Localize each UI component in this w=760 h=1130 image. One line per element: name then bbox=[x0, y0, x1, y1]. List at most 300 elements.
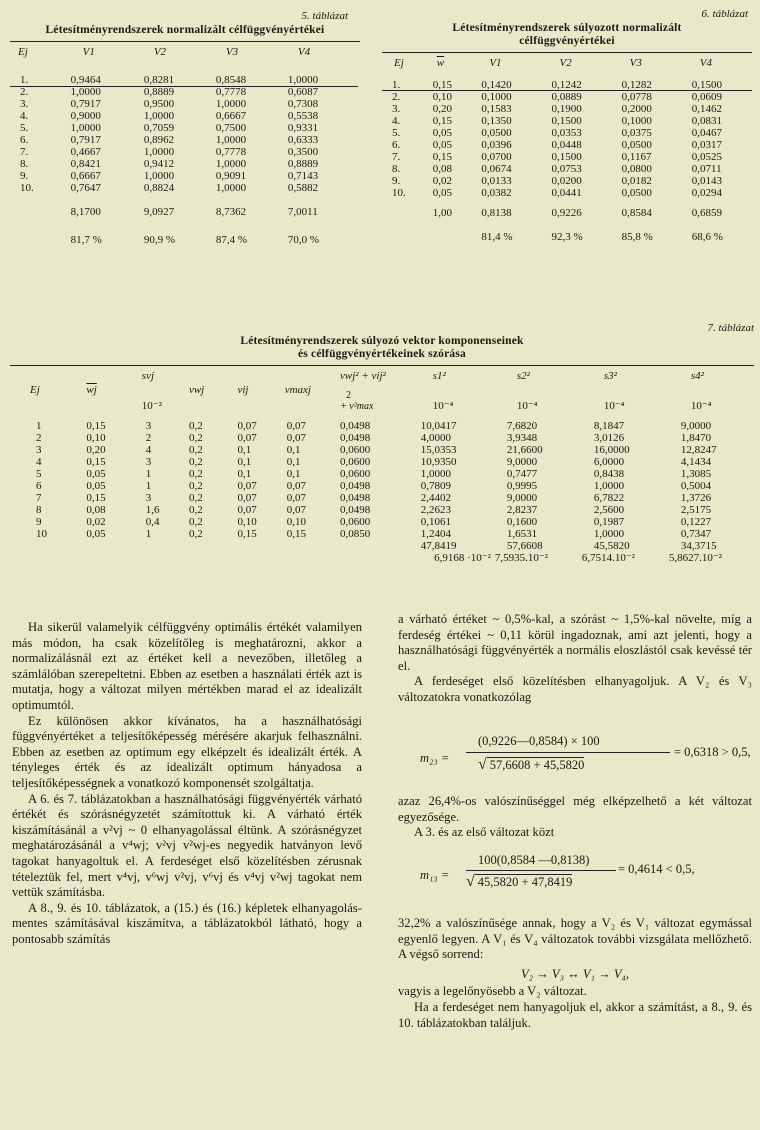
table-cell: 9. bbox=[392, 175, 401, 187]
table-cell: 1,0000 bbox=[70, 86, 101, 98]
table-cell: 2,4402 bbox=[420, 492, 451, 504]
table-cell: 0,9412 bbox=[143, 158, 175, 170]
table-cell: 0,1282 bbox=[621, 79, 652, 91]
table5-header-row bbox=[10, 46, 350, 58]
table-cell: 0,15 bbox=[286, 528, 306, 540]
table-cell: 0,0500 bbox=[621, 139, 652, 151]
table-cell: 0,6667 bbox=[70, 170, 101, 182]
table-cell: 10,0417 bbox=[420, 420, 457, 432]
table-cell: 0,10 bbox=[286, 516, 306, 528]
table-row bbox=[10, 456, 754, 468]
table-cell: 15,0353 bbox=[420, 444, 457, 456]
table-cell: 4. bbox=[392, 115, 401, 127]
table-cell: 6,0000 bbox=[593, 456, 625, 468]
table6-number: 6. táblázat bbox=[701, 8, 748, 20]
table-cell: 0,15 bbox=[432, 115, 452, 127]
table-row bbox=[382, 187, 752, 199]
table-cell: 0,15 bbox=[86, 456, 106, 468]
table-cell: 0,6859 bbox=[691, 207, 723, 219]
table-cell: 4 bbox=[145, 444, 152, 456]
table-cell: 7,0011 bbox=[287, 206, 318, 218]
table-cell: 3. bbox=[392, 103, 401, 115]
table6-header-row bbox=[382, 57, 752, 69]
table-cell: 0,1500 bbox=[551, 151, 582, 163]
formula-m23-den-text: 57,6608 + 45,5820 bbox=[487, 757, 585, 772]
paragraph: vagyis a legelőnyösebb a V₂ változat. bbox=[398, 984, 587, 999]
table-row bbox=[10, 122, 350, 134]
table-cell: 1 bbox=[145, 480, 152, 492]
table-row bbox=[10, 468, 754, 480]
table-cell bbox=[70, 540, 133, 552]
table-cell: 10,9350 bbox=[420, 456, 457, 468]
s4-unit: 10⁻⁴ bbox=[690, 400, 712, 412]
table-cell: 0,7778 bbox=[215, 146, 247, 158]
table-cell: 0,2 bbox=[188, 492, 203, 504]
table-cell: 0,0353 bbox=[551, 127, 582, 139]
table-row bbox=[10, 110, 350, 122]
table-cell: 0,08 bbox=[432, 163, 452, 175]
table-cell: 0,8421 bbox=[70, 158, 101, 170]
table-cell: 0,0143 bbox=[691, 175, 723, 187]
table-row bbox=[382, 139, 752, 151]
table-cell: 0,1500 bbox=[691, 79, 723, 91]
table-cell: 1,0000 bbox=[593, 528, 625, 540]
table-cell: 0,07 bbox=[237, 504, 257, 516]
table-cell: 0,1987 bbox=[593, 516, 625, 528]
col-sum-sq: vwj² + vij² bbox=[340, 370, 386, 382]
formula-m13-lhs: m₁₃ = bbox=[420, 868, 450, 882]
table-cell: 0,05 bbox=[86, 528, 106, 540]
percent-row bbox=[382, 231, 752, 243]
table-cell: 0,1 bbox=[286, 456, 301, 468]
table-cell: 10 bbox=[36, 528, 47, 540]
table-cell: 9,0927 bbox=[143, 206, 175, 218]
table-cell bbox=[336, 540, 409, 552]
table-cell: 5 bbox=[36, 468, 42, 480]
table-cell: 0,05 bbox=[432, 187, 452, 199]
table-cell: 0,1 bbox=[286, 444, 301, 456]
table-cell: 0,07 bbox=[286, 504, 306, 516]
table-cell: 12,8247 bbox=[680, 444, 717, 456]
col-v1: V1 bbox=[489, 57, 502, 69]
s1-unit: 10⁻⁴ bbox=[432, 400, 454, 412]
table-cell: 0,0182 bbox=[621, 175, 652, 187]
table-cell: 9,0000 bbox=[680, 420, 712, 432]
table-cell: 8,7362 bbox=[215, 206, 247, 218]
table-cell: 0,7917 bbox=[70, 134, 101, 146]
table-cell: 2,8237 bbox=[506, 504, 538, 516]
table-cell: 0,0294 bbox=[691, 187, 723, 199]
table-cell: 9. bbox=[20, 170, 29, 182]
table-cell: 0,1 bbox=[237, 456, 252, 468]
table-cell: 2 bbox=[145, 432, 152, 444]
sum-sq-bottom bbox=[336, 384, 409, 412]
table6-title: Létesítményrendszerek súlyozott normalizált célfüggvényértékei bbox=[452, 22, 682, 47]
paragraph: Ha a ferdeséget nem hanyagoljuk el, akkor a számítást, a 8., 9. és 10. táblázatokban találjuk. bbox=[398, 999, 752, 1030]
table-cell: 0,0778 bbox=[621, 91, 652, 103]
table-cell: 0,0500 bbox=[481, 127, 512, 139]
col-v2: V2 bbox=[153, 46, 167, 58]
table-cell: 68,6 % bbox=[691, 231, 723, 243]
table5-number: 5. táblázat bbox=[301, 10, 348, 22]
table-cell: 0,05 bbox=[432, 127, 452, 139]
formula-m23-lhs: m₂₃ = bbox=[420, 751, 450, 765]
table-cell: 1,6531 bbox=[506, 528, 538, 540]
table-cell: 1,0000 bbox=[215, 134, 247, 146]
col-s4sq: s4² bbox=[690, 370, 704, 382]
table-row bbox=[10, 444, 754, 456]
table-row bbox=[10, 182, 350, 194]
table-cell: 70,0 % bbox=[287, 234, 320, 246]
table-cell: 0,07 bbox=[237, 480, 257, 492]
table-cell: 9,0000 bbox=[506, 492, 538, 504]
table-cell: 0,7778 bbox=[215, 86, 247, 98]
col-ej: Ej bbox=[18, 46, 28, 58]
sum-sq-mid: 2 bbox=[346, 390, 352, 401]
table-cell: 0,0500 bbox=[621, 187, 652, 199]
table-cell: 1,0000 bbox=[143, 110, 175, 122]
table-cell: 0,1 bbox=[286, 468, 301, 480]
table-cell: 0,0889 bbox=[551, 91, 582, 103]
formula-m23-numerator: (0,9226—0,8584) × 100 bbox=[478, 734, 600, 748]
table-cell: 6 bbox=[36, 480, 42, 492]
table-cell: 0,0498 bbox=[340, 480, 371, 492]
table-cell: 1. bbox=[392, 79, 401, 91]
table7 bbox=[10, 322, 754, 564]
table-cell: 0,10 bbox=[432, 91, 452, 103]
table-cell: 0,2000 bbox=[621, 103, 652, 115]
table-cell: 0,2 bbox=[188, 504, 203, 516]
table-cell: 0,8438 bbox=[593, 468, 625, 480]
table-cell bbox=[10, 206, 59, 218]
table-cell: 0,0525 bbox=[691, 151, 723, 163]
table-cell: 0,1462 bbox=[691, 103, 723, 115]
col-ej: Ej bbox=[30, 384, 40, 396]
table-cell: 0,0850 bbox=[340, 528, 371, 540]
table-cell: 0,4667 bbox=[70, 146, 101, 158]
table-cell: 0,0498 bbox=[340, 420, 371, 432]
table-row bbox=[382, 103, 752, 115]
table-cell: 0,4 bbox=[145, 516, 160, 528]
table-cell: 1,8470 bbox=[680, 432, 712, 444]
table-cell: 7,6820 bbox=[506, 420, 538, 432]
final-order: V₂ → V₃ ↔ V₁ → V₄, bbox=[520, 966, 630, 981]
table-cell: 0,0448 bbox=[551, 139, 582, 151]
table-cell: 3,9348 bbox=[506, 432, 538, 444]
table-cell: 0,08 bbox=[86, 504, 106, 516]
table-row bbox=[10, 98, 350, 110]
table-cell: 0,7143 bbox=[287, 170, 319, 182]
table-cell: 0,07 bbox=[286, 432, 306, 444]
table-cell: 0,6667 bbox=[215, 110, 247, 122]
totals-row bbox=[10, 552, 754, 564]
formula-m23-denominator: √ 57,6608 + 45,5820 bbox=[478, 756, 585, 773]
table-cell: 1,0000 bbox=[215, 158, 247, 170]
table-cell: 0,7308 bbox=[287, 98, 319, 110]
table-cell: 1,00 bbox=[432, 207, 452, 219]
table-cell: 7 bbox=[36, 492, 42, 504]
formula-m23-rhs: = 0,6318 > 0,5, bbox=[674, 745, 751, 759]
text-column-right-3 bbox=[398, 916, 752, 1031]
table-cell: 0,07 bbox=[237, 492, 257, 504]
table7-title-line2: és célfüggvényértékeinek szórása bbox=[297, 348, 466, 360]
table-cell: 0,10 bbox=[86, 432, 106, 444]
table-cell: 0,2 bbox=[188, 528, 203, 540]
col-s2sq: s2² bbox=[516, 370, 530, 382]
table-row bbox=[10, 74, 350, 86]
table-cell: 0,05 bbox=[86, 480, 106, 492]
table7-number: 7. táblázat bbox=[707, 322, 754, 334]
table-cell: 0,0600 bbox=[340, 516, 371, 528]
formula-m13-den-text: 45,5820 + 47,8419 bbox=[475, 874, 573, 889]
table6-grid bbox=[382, 57, 752, 243]
table-cell: 0,9500 bbox=[143, 98, 175, 110]
table-cell: 5. bbox=[20, 122, 29, 134]
table-cell: 0,8584 bbox=[621, 207, 652, 219]
table-cell: 0,1000 bbox=[621, 115, 652, 127]
col-v4: V4 bbox=[699, 57, 713, 69]
table-cell: 0,1000 bbox=[481, 91, 512, 103]
table-cell: 0,9464 bbox=[70, 74, 101, 86]
col-wj: $\overline{wj}$ bbox=[86, 384, 97, 396]
table-cell: 57,6608 bbox=[506, 540, 543, 552]
table-cell: 0,07 bbox=[286, 420, 306, 432]
table-cell: 1,0000 bbox=[143, 146, 175, 158]
s2-unit: 10⁻⁴ bbox=[516, 400, 538, 412]
table-cell: 7. bbox=[20, 146, 29, 158]
table-row bbox=[10, 170, 350, 182]
table-cell: 0,3500 bbox=[287, 146, 319, 158]
table-cell: 9 bbox=[36, 516, 42, 528]
table-cell: 1,3085 bbox=[680, 468, 712, 480]
table-cell: 6,9168 ·10⁻² bbox=[434, 552, 491, 564]
sum-row bbox=[10, 540, 754, 552]
table-cell: 0,20 bbox=[86, 444, 106, 456]
table-cell: 0,10 bbox=[237, 516, 257, 528]
table-cell: 1,0000 bbox=[593, 480, 625, 492]
table-cell: 47,8419 bbox=[420, 540, 457, 552]
table-row bbox=[10, 516, 754, 528]
table-cell: 90,9 % bbox=[143, 234, 175, 246]
table-cell: 92,3 % bbox=[551, 231, 583, 243]
paragraph: Ez különösen akkor kívánatos, ha a használhatósági függvényértéket a teljesítőképesség mérésére akarjuk felhasználni. Ebben az esetben az optimum egy elképzelt és idealizált érték. A tényleges érték és az idealizált optimum hányadosa a teljesítőképességnek a vonatkozó komponensét szolgáltatja. bbox=[12, 713, 362, 790]
table-cell: 0,0317 bbox=[691, 139, 723, 151]
col-vij: vij bbox=[237, 384, 249, 396]
table-row bbox=[10, 432, 754, 444]
table-cell: 0,1420 bbox=[481, 79, 512, 91]
table-cell: 0,5004 bbox=[680, 480, 712, 492]
table-cell: 1,0000 bbox=[70, 122, 101, 134]
table-cell: 0,15 bbox=[432, 79, 452, 91]
table-cell: 0,1061 bbox=[420, 516, 451, 528]
table-cell: 0,1242 bbox=[551, 79, 582, 91]
table-cell: 0,02 bbox=[432, 175, 452, 187]
table-cell: 0,15 bbox=[86, 420, 106, 432]
paragraph: A 8., 9. és 10. táblázatok, a (15.) és (16.) képletek elhanyagolás-mentes számításával kiszámítva, a táblázatokból látható, hogy a pontosabb számítás bbox=[12, 900, 362, 946]
table-row bbox=[10, 146, 350, 158]
table-cell: 0,0700 bbox=[481, 151, 512, 163]
table-cell: 0,2 bbox=[188, 432, 203, 444]
table-cell: 0,9000 bbox=[70, 110, 101, 122]
table-cell: 1,0000 bbox=[420, 468, 451, 480]
col-v3: V3 bbox=[629, 57, 642, 69]
table-cell: 0,9091 bbox=[215, 170, 247, 182]
table-cell: 0,1350 bbox=[481, 115, 512, 127]
table-cell: 2. bbox=[20, 86, 29, 98]
table-cell: 2 bbox=[36, 432, 42, 444]
s3-unit: 10⁻⁴ bbox=[603, 400, 625, 412]
table-cell: 0,2 bbox=[188, 456, 203, 468]
table-cell bbox=[134, 540, 181, 552]
table-cell: 0,5538 bbox=[287, 110, 319, 122]
table-cell: 0,7500 bbox=[215, 122, 247, 134]
table-cell: 0,0600 bbox=[340, 444, 371, 456]
table-cell: 3 bbox=[145, 420, 152, 432]
table-cell: 0,8889 bbox=[287, 158, 319, 170]
table-cell: 21,6600 bbox=[506, 444, 543, 456]
table-cell: 0,0382 bbox=[481, 187, 512, 199]
table-row bbox=[382, 115, 752, 127]
table-cell bbox=[382, 207, 425, 219]
table-cell: 0,1167 bbox=[621, 151, 652, 163]
table-row bbox=[10, 86, 350, 98]
table-cell: 1,0000 bbox=[143, 170, 175, 182]
table-cell: 0,02 bbox=[86, 516, 106, 528]
table-cell: 0,1 bbox=[237, 468, 252, 480]
table-cell: 45,5820 bbox=[593, 540, 630, 552]
table-cell: 0,7347 bbox=[680, 528, 712, 540]
formula-m13-numerator: 100(0,8584 —0,8138) bbox=[478, 853, 590, 867]
table-cell: 87,4 % bbox=[215, 234, 248, 246]
table-cell bbox=[10, 540, 70, 552]
table-cell: 2,2623 bbox=[420, 504, 451, 516]
table-cell: 0,7647 bbox=[70, 182, 101, 194]
table-cell: 0,5882 bbox=[287, 182, 319, 194]
table-cell: 0,15 bbox=[432, 151, 452, 163]
percent-row bbox=[10, 234, 350, 246]
table-cell bbox=[10, 234, 59, 246]
table-cell: 0,1 bbox=[237, 444, 252, 456]
table-cell: 1,0000 bbox=[215, 182, 247, 194]
table-cell: 0,1227 bbox=[680, 516, 712, 528]
table-cell: 6,7822 bbox=[593, 492, 625, 504]
table-cell: 0,0600 bbox=[340, 456, 371, 468]
text-column-left bbox=[12, 620, 362, 947]
table-cell: 0,7477 bbox=[506, 468, 538, 480]
table-cell: 8 bbox=[36, 504, 42, 516]
table-cell: 0,07 bbox=[237, 432, 257, 444]
table-cell: 0,0200 bbox=[551, 175, 582, 187]
table-cell: 4,0000 bbox=[420, 432, 451, 444]
table-cell: 0,8962 bbox=[143, 134, 175, 146]
col-v2: V2 bbox=[559, 57, 572, 69]
col-s1sq: s1² bbox=[432, 370, 446, 382]
table-cell: 1,0000 bbox=[287, 74, 319, 86]
table-cell: 0,05 bbox=[86, 468, 106, 480]
table-cell: 0,9995 bbox=[506, 480, 538, 492]
paragraph: A ferdeséget első közelítésben elhanyagoljuk. A V₂ és V₃ változatokra vonatkozólag bbox=[398, 674, 752, 704]
col-w: $\overline{w}$ bbox=[436, 57, 445, 69]
table-cell: 7. bbox=[392, 151, 401, 163]
table-cell bbox=[425, 231, 472, 243]
table-cell: 3 bbox=[36, 444, 42, 456]
paragraph: 32,2% a valószínűsége annak, hogy a V₂ és V₁ változat egymással egyenlő legyen. A V₁ és V₄ változatok további vizsgálata mellőzhető. A végső sorrend: bbox=[398, 916, 752, 962]
table-cell: 0,2 bbox=[188, 516, 203, 528]
table-cell: 0,0609 bbox=[691, 91, 723, 103]
svj-unit: 10⁻² bbox=[141, 400, 162, 412]
table-row bbox=[10, 420, 754, 432]
table-row bbox=[382, 127, 752, 139]
table-cell: 1,2404 bbox=[420, 528, 451, 540]
table-row bbox=[382, 163, 752, 175]
table-cell: 0,0498 bbox=[340, 432, 371, 444]
table-cell: 0,6087 bbox=[287, 86, 319, 98]
table-cell: 0,2 bbox=[188, 420, 203, 432]
table-cell: 1 bbox=[145, 468, 152, 480]
table5 bbox=[10, 10, 360, 246]
table-cell: 0,0674 bbox=[481, 163, 512, 175]
table-cell: 3,0126 bbox=[593, 432, 625, 444]
table-cell: 0,8281 bbox=[143, 74, 175, 86]
table-cell: 0,0711 bbox=[691, 163, 722, 175]
table-cell bbox=[181, 540, 228, 552]
table-cell: 4. bbox=[20, 110, 29, 122]
table-cell: 0,0831 bbox=[691, 115, 723, 127]
table-cell: 0,0441 bbox=[551, 187, 582, 199]
table-cell: 6. bbox=[392, 139, 401, 151]
table-cell: 1,0000 bbox=[215, 98, 247, 110]
table-cell: 5,8627.10⁻² bbox=[668, 552, 722, 564]
paragraph: A 6. és 7. táblázatokban a használhatósági függvényérték várható értékét és szórásnégyzetét számítottuk ki. A várható érték kiszámításánál a v²vj ~ 0 elhanyagolással éltünk. A szórásnégyzet meghatározásánál a v⁴wj; v²vj v²wj-es negyedik hatványon levő tagokat hanyagoltuk el. A ferdeséget első közelítésben zérusnak tételeztük fel, mert v⁴vj, v⁶wj v²vj, v⁶vj és v⁴vj v²wj tagokat nem vettük számításba. bbox=[12, 791, 362, 900]
table-cell: 9,0000 bbox=[506, 456, 538, 468]
table-cell: 0,20 bbox=[432, 103, 452, 115]
table-cell: 3 bbox=[145, 456, 152, 468]
table-cell: 0,0467 bbox=[691, 127, 723, 139]
table-cell: 6,7514.10⁻² bbox=[581, 552, 635, 564]
sum-row bbox=[382, 207, 752, 219]
formula-m13-denominator: √ 45,5820 + 47,8419 bbox=[466, 873, 573, 890]
table-cell: 0,1500 bbox=[551, 115, 582, 127]
table-cell: 81,7 % bbox=[70, 234, 102, 246]
table6 bbox=[382, 8, 752, 243]
col-ej: Ej bbox=[394, 57, 404, 69]
table-cell: 5. bbox=[392, 127, 401, 139]
col-vwj: vwj bbox=[188, 384, 205, 396]
table-cell: 85,8 % bbox=[621, 231, 653, 243]
paragraph: Ha sikerül valamelyik célfüggvény optimális értékét valamilyen más módon, ha csak közelítőleg is meghatározni, akkor a normalizálásnál ezt az értéket kell a nevezőben, illetőleg a számlálóban szerepeltetni. Ebben az esetben a használati érték azt is mutatja, hogy a változat milyen mértékben marad el az idealizált optimumtól. bbox=[12, 620, 362, 712]
table5-title: Létesítményrendszerek normalizált célfüggvényértékei bbox=[45, 24, 325, 36]
table-cell: 0,07 bbox=[237, 420, 257, 432]
table-cell: 8. bbox=[20, 158, 29, 170]
table-cell: 3. bbox=[20, 98, 29, 110]
table-cell: 4 bbox=[36, 456, 42, 468]
table-cell: 0,0800 bbox=[621, 163, 652, 175]
table-cell: 1,3726 bbox=[680, 492, 712, 504]
table-cell: 0,7059 bbox=[143, 122, 175, 134]
table-cell: 0,9331 bbox=[287, 122, 319, 134]
table-cell: 0,0498 bbox=[340, 504, 371, 516]
table-row bbox=[10, 480, 754, 492]
table-cell: 6. bbox=[20, 134, 29, 146]
table-cell: 4,1434 bbox=[680, 456, 712, 468]
table-cell: 0,15 bbox=[237, 528, 257, 540]
table-row bbox=[10, 492, 754, 504]
table-cell: 10. bbox=[392, 187, 406, 199]
table-cell: 1 bbox=[145, 528, 152, 540]
table-cell bbox=[227, 540, 278, 552]
table-row bbox=[382, 91, 752, 103]
paragraph: A 3. és az első változat közt bbox=[414, 825, 555, 840]
